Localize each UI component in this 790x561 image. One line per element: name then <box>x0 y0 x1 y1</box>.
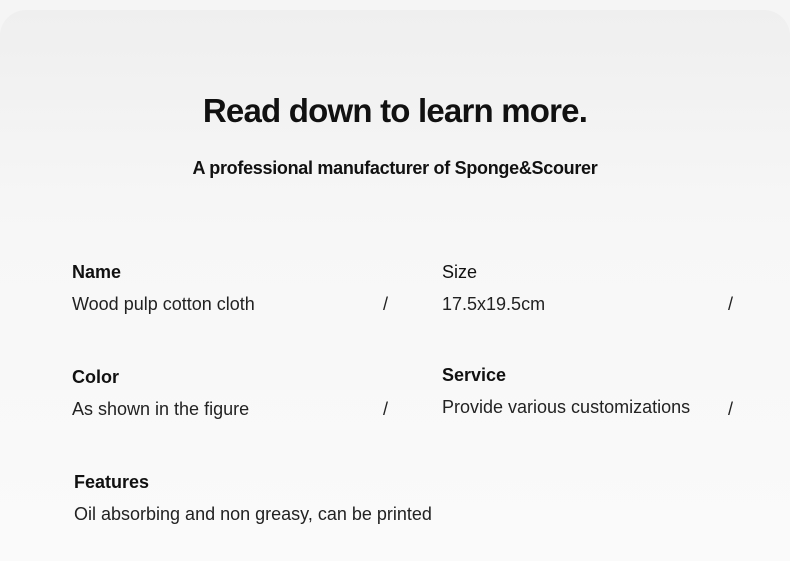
color-separator: / <box>383 399 389 419</box>
color-value: As shown in the figure <box>72 399 250 419</box>
name-label: Name <box>72 262 122 282</box>
size-value: 17.5x19.5cm <box>442 294 546 314</box>
service-separator: / <box>728 399 734 419</box>
page-subtitle: A professional manufacturer of Sponge&Scourer <box>192 158 598 178</box>
features-value: Oil absorbing and non greasy, can be printed <box>74 504 432 524</box>
color-label: Color <box>72 367 119 387</box>
page-title: Read down to learn more. <box>202 92 588 129</box>
size-separator: / <box>728 294 734 314</box>
size-label: Size <box>442 262 478 282</box>
features-label: Features <box>74 472 150 492</box>
service-value: Provide various customizations <box>442 397 691 417</box>
name-separator: / <box>383 294 389 314</box>
service-label: Service <box>442 365 507 385</box>
name-value: Wood pulp cotton cloth <box>72 294 255 314</box>
